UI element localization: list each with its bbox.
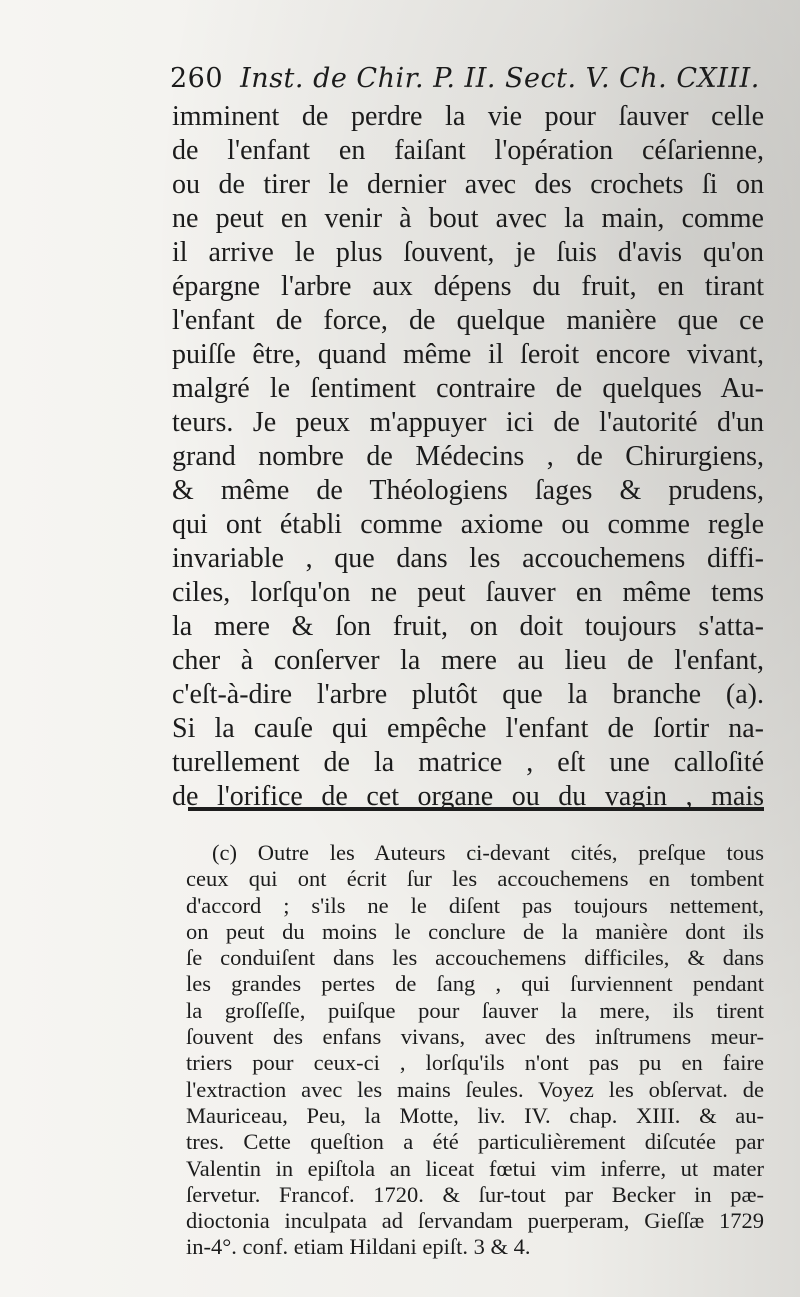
- footnote-line: l'extraction avec les mains ſeules. Voyez les obſervat. de: [186, 1076, 764, 1102]
- footnote-line: ſervetur. Francof. 1720. & ſur-tout par Becker in pæ-: [186, 1181, 764, 1207]
- running-head: Inst. de Chir. P. II. Sect. V. Ch. CXIII.: [240, 63, 760, 94]
- footnote-line: tres. Cette queſtion a été particulièrement diſcutée par: [186, 1129, 764, 1155]
- text-line: cher à conſerver la mere au lieu de l'enfant,: [172, 645, 764, 676]
- text-line: de l'orifice de cet organe ou du vagin , mais: [172, 781, 764, 812]
- text-line: ou de tirer le dernier avec des crochets ſi on: [172, 169, 764, 200]
- text-line: grand nombre de Médecins , de Chirurgiens,: [172, 441, 764, 472]
- footnote-line: les grandes pertes de ſang , qui ſurviennent pendant: [186, 971, 764, 997]
- footnote-line: ceux qui ont écrit ſur les accouchemens en tombent: [186, 866, 764, 892]
- text-line: il arrive le plus ſouvent, je ſuis d'avis qu'on: [172, 237, 764, 268]
- text-line: c'eſt-à-dire l'arbre plutôt que la branche (a).: [172, 679, 764, 710]
- footnote-line: ſe conduiſent dans les accouchemens difficiles, & dans: [186, 945, 764, 971]
- footnote-line: Valentin in epiſtola an liceat fœtui vim inferre, ut mater: [186, 1155, 764, 1181]
- footnote-line: ſouvent des enfans vivans, avec des inſtrumens meur-: [186, 1024, 764, 1050]
- text-line: teurs. Je peux m'appuyer ici de l'autorité d'un: [172, 407, 764, 438]
- text-line: turellement de la matrice , eſt une calloſité: [172, 747, 764, 778]
- footnote-line: (c) Outre les Auteurs ci-devant cités, preſque tous: [212, 840, 764, 865]
- footnote: [186, 840, 764, 1261]
- text-line: malgré le ſentiment contraire de quelques Au-: [172, 373, 764, 404]
- footnote-line: Mauriceau, Peu, la Motte, liv. IV. chap. XIII. & au-: [186, 1102, 764, 1128]
- text-line: épargne l'arbre aux dépens du fruit, en tirant: [172, 271, 764, 302]
- footnote-line: dioctonia inculpata ad ſervandam puerperam, Gieſſæ 1729: [186, 1208, 764, 1234]
- text-line: ne peut en venir à bout avec la main, comme: [172, 203, 764, 234]
- page-header: [170, 62, 770, 96]
- footnote-line: d'accord ; s'ils ne le diſent pas toujours nettement,: [186, 892, 764, 918]
- footnote-line: on peut du moins le conclure de la manière dont ils: [186, 918, 764, 944]
- text-line: imminent de perdre la vie pour ſauver celle: [172, 101, 764, 132]
- footnote-line: in-4°. conf. etiam Hildani epiſt. 3 & 4.: [186, 1234, 531, 1260]
- text-line: de l'enfant en faiſant l'opération céſarienne,: [172, 135, 764, 166]
- text-line: la mere & ſon fruit, on doit toujours s'atta-: [172, 611, 764, 642]
- text-line: l'enfant de force, de quelque manière que ce: [172, 305, 764, 336]
- text-line: invariable , que dans les accouchemens diffi-: [172, 543, 764, 574]
- text-line: & même de Théologiens ſages & prudens,: [172, 475, 764, 506]
- page-number: 260: [170, 63, 224, 94]
- text-line: ciles, lorſqu'on ne peut ſauver en même tems: [172, 577, 764, 608]
- text-line: Si la cauſe qui empêche l'enfant de ſortir na-: [172, 713, 764, 744]
- text-line: puiſſe être, quand même il ſeroit encore vivant,: [172, 339, 764, 370]
- footnote-divider: [188, 807, 764, 811]
- text-line: qui ont établi comme axiome ou comme regle: [172, 509, 764, 540]
- footnote-line: triers pour ceux-ci , lorſqu'ils n'ont pas pu en faire: [186, 1050, 764, 1076]
- footnote-line: la groſſeſſe, puiſque pour ſauver la mere, ils tirent: [186, 997, 764, 1023]
- main-text: [172, 100, 764, 814]
